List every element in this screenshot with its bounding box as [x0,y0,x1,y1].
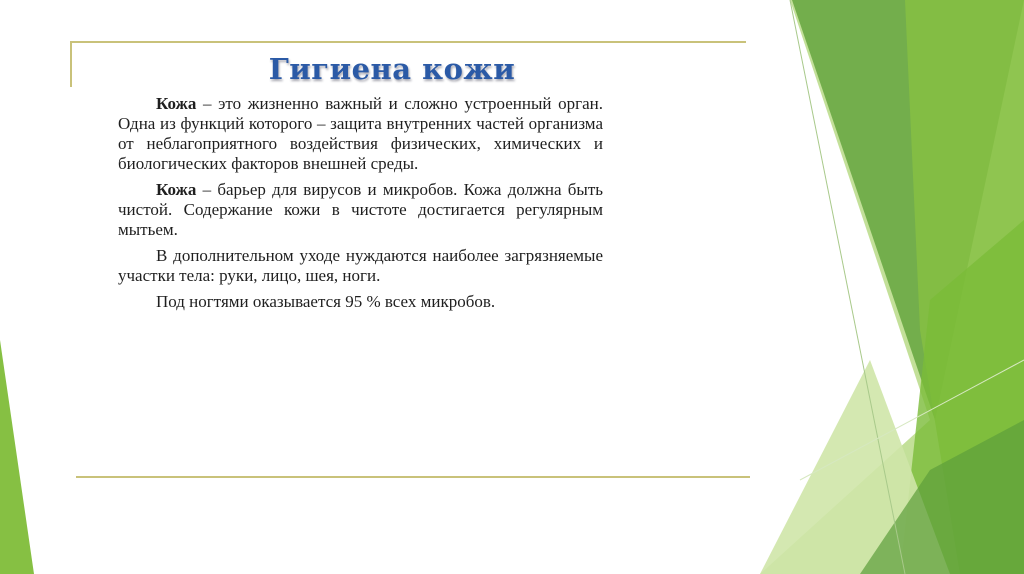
paragraph-1-text: – это жизненно важный и сложно устроенный орган. Одна из функций которого – защита внутренних частей организма от неблагоприятного воздействия физических, химических и биологических факторов внешней среды. [118,94,603,173]
paragraph-4-text: Под ногтями оказывается 95 % всех микробов. [156,292,496,311]
decor-shape-left [0,340,34,574]
paragraph-2 [118,180,603,240]
paragraph-4 [118,292,603,312]
paragraph-2-text: – барьер для вирусов и микробов. Кожа должна быть чистой. Содержание кожи в чистоте достигается регулярным мытьем. [118,180,603,239]
paragraph-3-text: В дополнительном уходе нуждаются наиболее загрязняемые участки тела: руки, лицо, шея, ноги. [118,246,603,285]
paragraph-1 [118,94,603,174]
slide-body [118,94,603,318]
keyword-1: Кожа [156,94,197,113]
keyword-2: Кожа [156,180,197,199]
top-divider [70,41,746,43]
bottom-divider [76,476,750,478]
paragraph-3 [118,246,603,286]
slide-title: Гигиена кожи [268,52,516,86]
